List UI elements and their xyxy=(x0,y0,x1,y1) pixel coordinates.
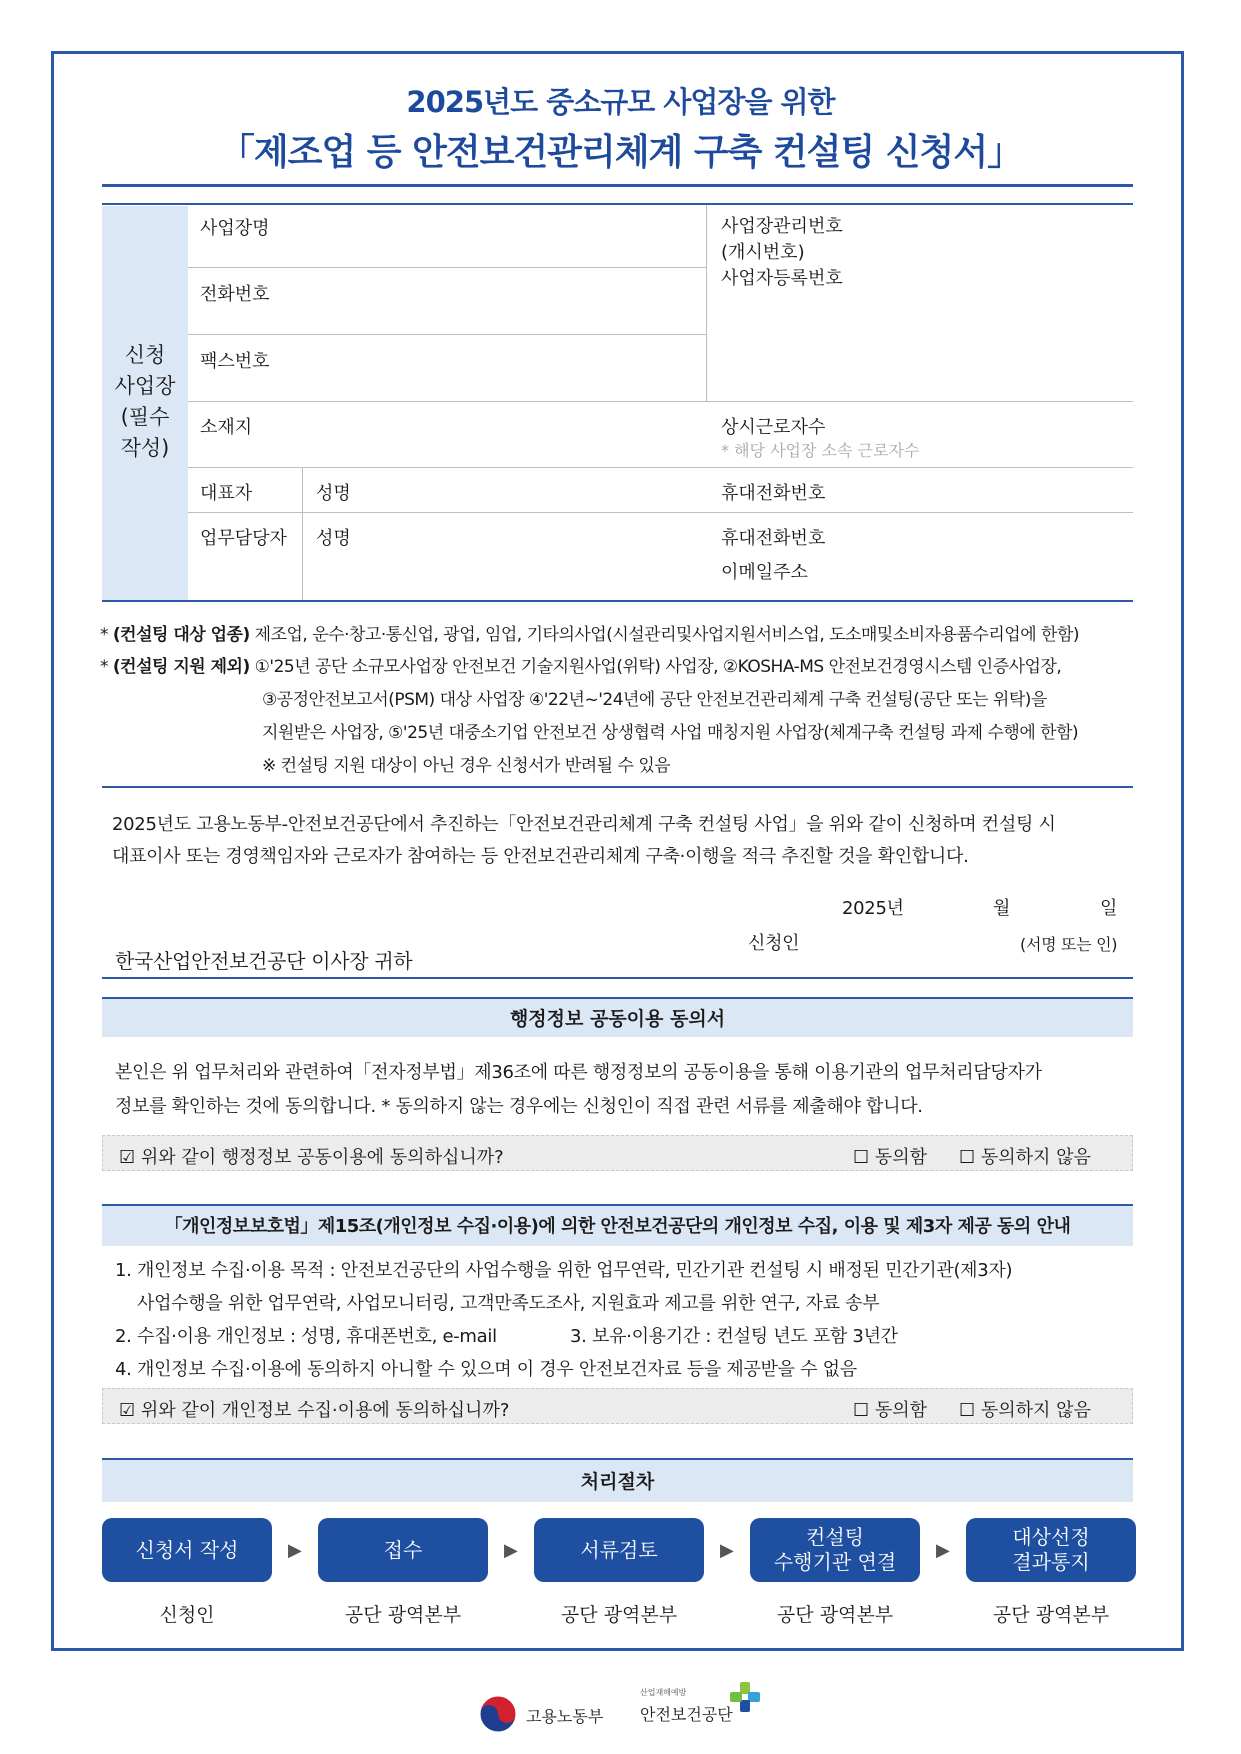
process-step-notify: 대상선정 결과통지 xyxy=(966,1518,1136,1582)
admin-consent-line2: 정보를 확인하는 것에 동의합니다. * 동의하지 않는 경우에는 신청인이 직접 관련 서류를 제출해야 합니다. xyxy=(115,1096,923,1117)
workers-field[interactable]: 상시근로자수 xyxy=(721,417,826,438)
signature-field[interactable]: (서명 또는 인) xyxy=(1020,935,1118,954)
exclusion-note: * (컨설팅 지원 제외) ①'25년 공단 소규모사업장 안전보건 기술지원사업(위탁) 사업장, ②KOSHA-MS 안전보건경영시스템 인증사업장, xyxy=(100,657,1062,677)
phone-field[interactable]: 전화번호 xyxy=(200,284,270,305)
process-owner: 신청인 xyxy=(159,1604,215,1626)
row-divider xyxy=(188,401,1133,402)
date-month[interactable]: 월 xyxy=(993,898,1011,919)
process-arrow: ▶ xyxy=(720,1540,734,1561)
process-step-apply: 신청서 작성 xyxy=(102,1518,272,1582)
admin-consent-title: 행정정보 공동이용 동의서 xyxy=(102,997,1133,1037)
page-title: 「제조업 등 안전보건관리체계 구축 컨설팅 신청서」 xyxy=(218,132,1023,173)
admin-consent-question: ☑ 위와 같이 행정정보 공동이용에 동의하십니까? xyxy=(119,1147,504,1168)
row-divider xyxy=(188,467,1133,468)
mgmt-number-field[interactable]: 사업장관리번호 (개시번호) 사업자등록번호 xyxy=(721,216,843,289)
title-line1: 2025년도 중소규모 사업장을 위한 xyxy=(406,85,835,119)
exclusion-note-line: ③공정안전보고서(PSM) 대상 사업장 ④'22년~'24년에 공단 안전보건관리체계 구축 컨설팅(공단 또는 위탁)을 xyxy=(262,690,1047,710)
privacy-agree-checkbox[interactable]: ☐ 동의함 xyxy=(853,1400,928,1421)
process-arrow: ▶ xyxy=(504,1540,518,1561)
manager-mobile-field[interactable]: 휴대전화번호 xyxy=(721,528,826,549)
admin-consent-question-bar xyxy=(102,1135,1133,1171)
manager-email-field[interactable]: 이메일주소 xyxy=(721,562,808,583)
declaration-line1: 2025년도 고용노동부-안전보건공단에서 추진하는「안전보건관리체계 구축 컨설팅 사업」을 위와 같이 신청하며 컨설팅 시 xyxy=(112,814,1056,835)
exclusion-note-line: 지원받은 사업장, ⑤'25년 대중소기업 안전보건 상생협력 사업 매칭지원 사업장(체계구축 컨설팅 과제 수행에 한함) xyxy=(262,723,1079,743)
process-step-receipt: 접수 xyxy=(318,1518,488,1582)
business-name-field[interactable]: 사업장명 xyxy=(200,218,270,239)
agency-logo-text: 안전보건공단 xyxy=(640,1705,733,1724)
ceo-mobile-field[interactable]: 휴대전화번호 xyxy=(721,483,826,504)
industry-note: * (컨설팅 대상 업종) 제조업, 운수·창고·통신업, 광업, 임업, 기타의사업(시설관리및사업지원서비스업, 도소매및소비자용품수리업에 한함) xyxy=(100,625,1080,645)
privacy-item4: 4. 개인정보 수집·이용에 동의하지 아니할 수 있으며 이 경우 안전보건자료 등을 제공받을 수 없음 xyxy=(115,1359,857,1380)
fax-field[interactable]: 팩스번호 xyxy=(200,351,270,372)
process-title: 처리절차 xyxy=(102,1458,1133,1502)
form-top-border xyxy=(102,203,1133,205)
form-bottom-border xyxy=(102,600,1133,602)
privacy-item1: 1. 개인정보 수집·이용 목적 : 안전보건공단의 사업수행을 위한 업무연락, 민간기관 컨설팅 시 배정된 민간기관(제3자) xyxy=(115,1260,1013,1281)
section-divider xyxy=(102,977,1133,979)
ministry-logo-text: 고용노동부 xyxy=(526,1707,604,1726)
ceo-label: 대표자 xyxy=(200,483,253,504)
process-step-review: 서류검토 xyxy=(534,1518,704,1582)
process-owner: 공단 광역본부 xyxy=(344,1604,462,1626)
process-owner: 공단 광역본부 xyxy=(776,1604,894,1626)
workers-hint: * 해당 사업장 소속 근로자수 xyxy=(721,441,920,460)
privacy-title: 「개인정보보호법」제15조(개인정보 수집·이용)에 의한 안전보건공단의 개인정보 수집, 이용 및 제3자 제공 동의 안내 xyxy=(102,1204,1133,1246)
column-divider xyxy=(706,205,707,401)
declaration-line2: 대표이사 또는 경영책임자와 근로자가 참여하는 등 안전보건관리체계 구축·이행을 적극 추진할 것을 확인합니다. xyxy=(112,846,969,867)
manager-label: 업무담당자 xyxy=(200,528,287,549)
privacy-disagree-checkbox[interactable]: ☐ 동의하지 않음 xyxy=(959,1400,1091,1421)
column-divider xyxy=(302,467,303,601)
process-owner: 공단 광역본부 xyxy=(560,1604,678,1626)
row-divider xyxy=(188,267,706,268)
process-arrow: ▶ xyxy=(936,1540,950,1561)
applicant-label: 신청인 xyxy=(748,933,800,954)
recipient: 한국산업안전보건공단 이사장 귀하 xyxy=(115,949,413,973)
ministry-logo-icon xyxy=(478,1694,518,1734)
agency-logo-subtext: 산업재해예방 xyxy=(640,1688,687,1697)
privacy-question: ☑ 위와 같이 개인정보 수집·이용에 동의하십니까? xyxy=(119,1400,510,1421)
date-day[interactable]: 일 xyxy=(1100,898,1118,919)
process-step-connect: 컨설팅 수행기관 연결 xyxy=(750,1518,920,1582)
section-label: 신청 사업장 (필수 작성) xyxy=(114,343,176,460)
section-divider xyxy=(102,786,1133,788)
admin-disagree-checkbox[interactable]: ☐ 동의하지 않음 xyxy=(959,1147,1091,1168)
process-arrow: ▶ xyxy=(288,1540,302,1561)
admin-consent-line1: 본인은 위 업무처리와 관련하여「전자정부법」제36조에 따른 행정정보의 공동이용을 통해 이용기관의 업무처리담당자가 xyxy=(115,1062,1042,1083)
agency-logo-icon xyxy=(728,1680,762,1714)
admin-agree-checkbox[interactable]: ☐ 동의함 xyxy=(853,1147,928,1168)
address-field[interactable]: 소재지 xyxy=(200,417,253,438)
process-owner: 공단 광역본부 xyxy=(992,1604,1110,1626)
privacy-item2: 2. 수집·이용 개인정보 : 성명, 휴대폰번호, e-mail xyxy=(115,1326,497,1347)
title-divider xyxy=(102,184,1133,187)
date-year[interactable]: 2025년 xyxy=(842,898,904,919)
privacy-item1-cont: 사업수행을 위한 업무연락, 사업모니터링, 고객만족도조사, 지원효과 제고를 위한 연구, 자료 송부 xyxy=(137,1293,880,1314)
privacy-question-bar xyxy=(102,1388,1133,1424)
row-divider xyxy=(188,512,1133,513)
manager-name-field[interactable]: 성명 xyxy=(316,528,351,549)
ceo-name-field[interactable]: 성명 xyxy=(316,483,351,504)
privacy-item3: 3. 보유·이용기간 : 컨설팅 년도 포함 3년간 xyxy=(570,1326,898,1347)
exclusion-warning: ※ 컨설팅 지원 대상이 아닌 경우 신청서가 반려될 수 있음 xyxy=(262,756,671,776)
row-divider xyxy=(188,334,706,335)
